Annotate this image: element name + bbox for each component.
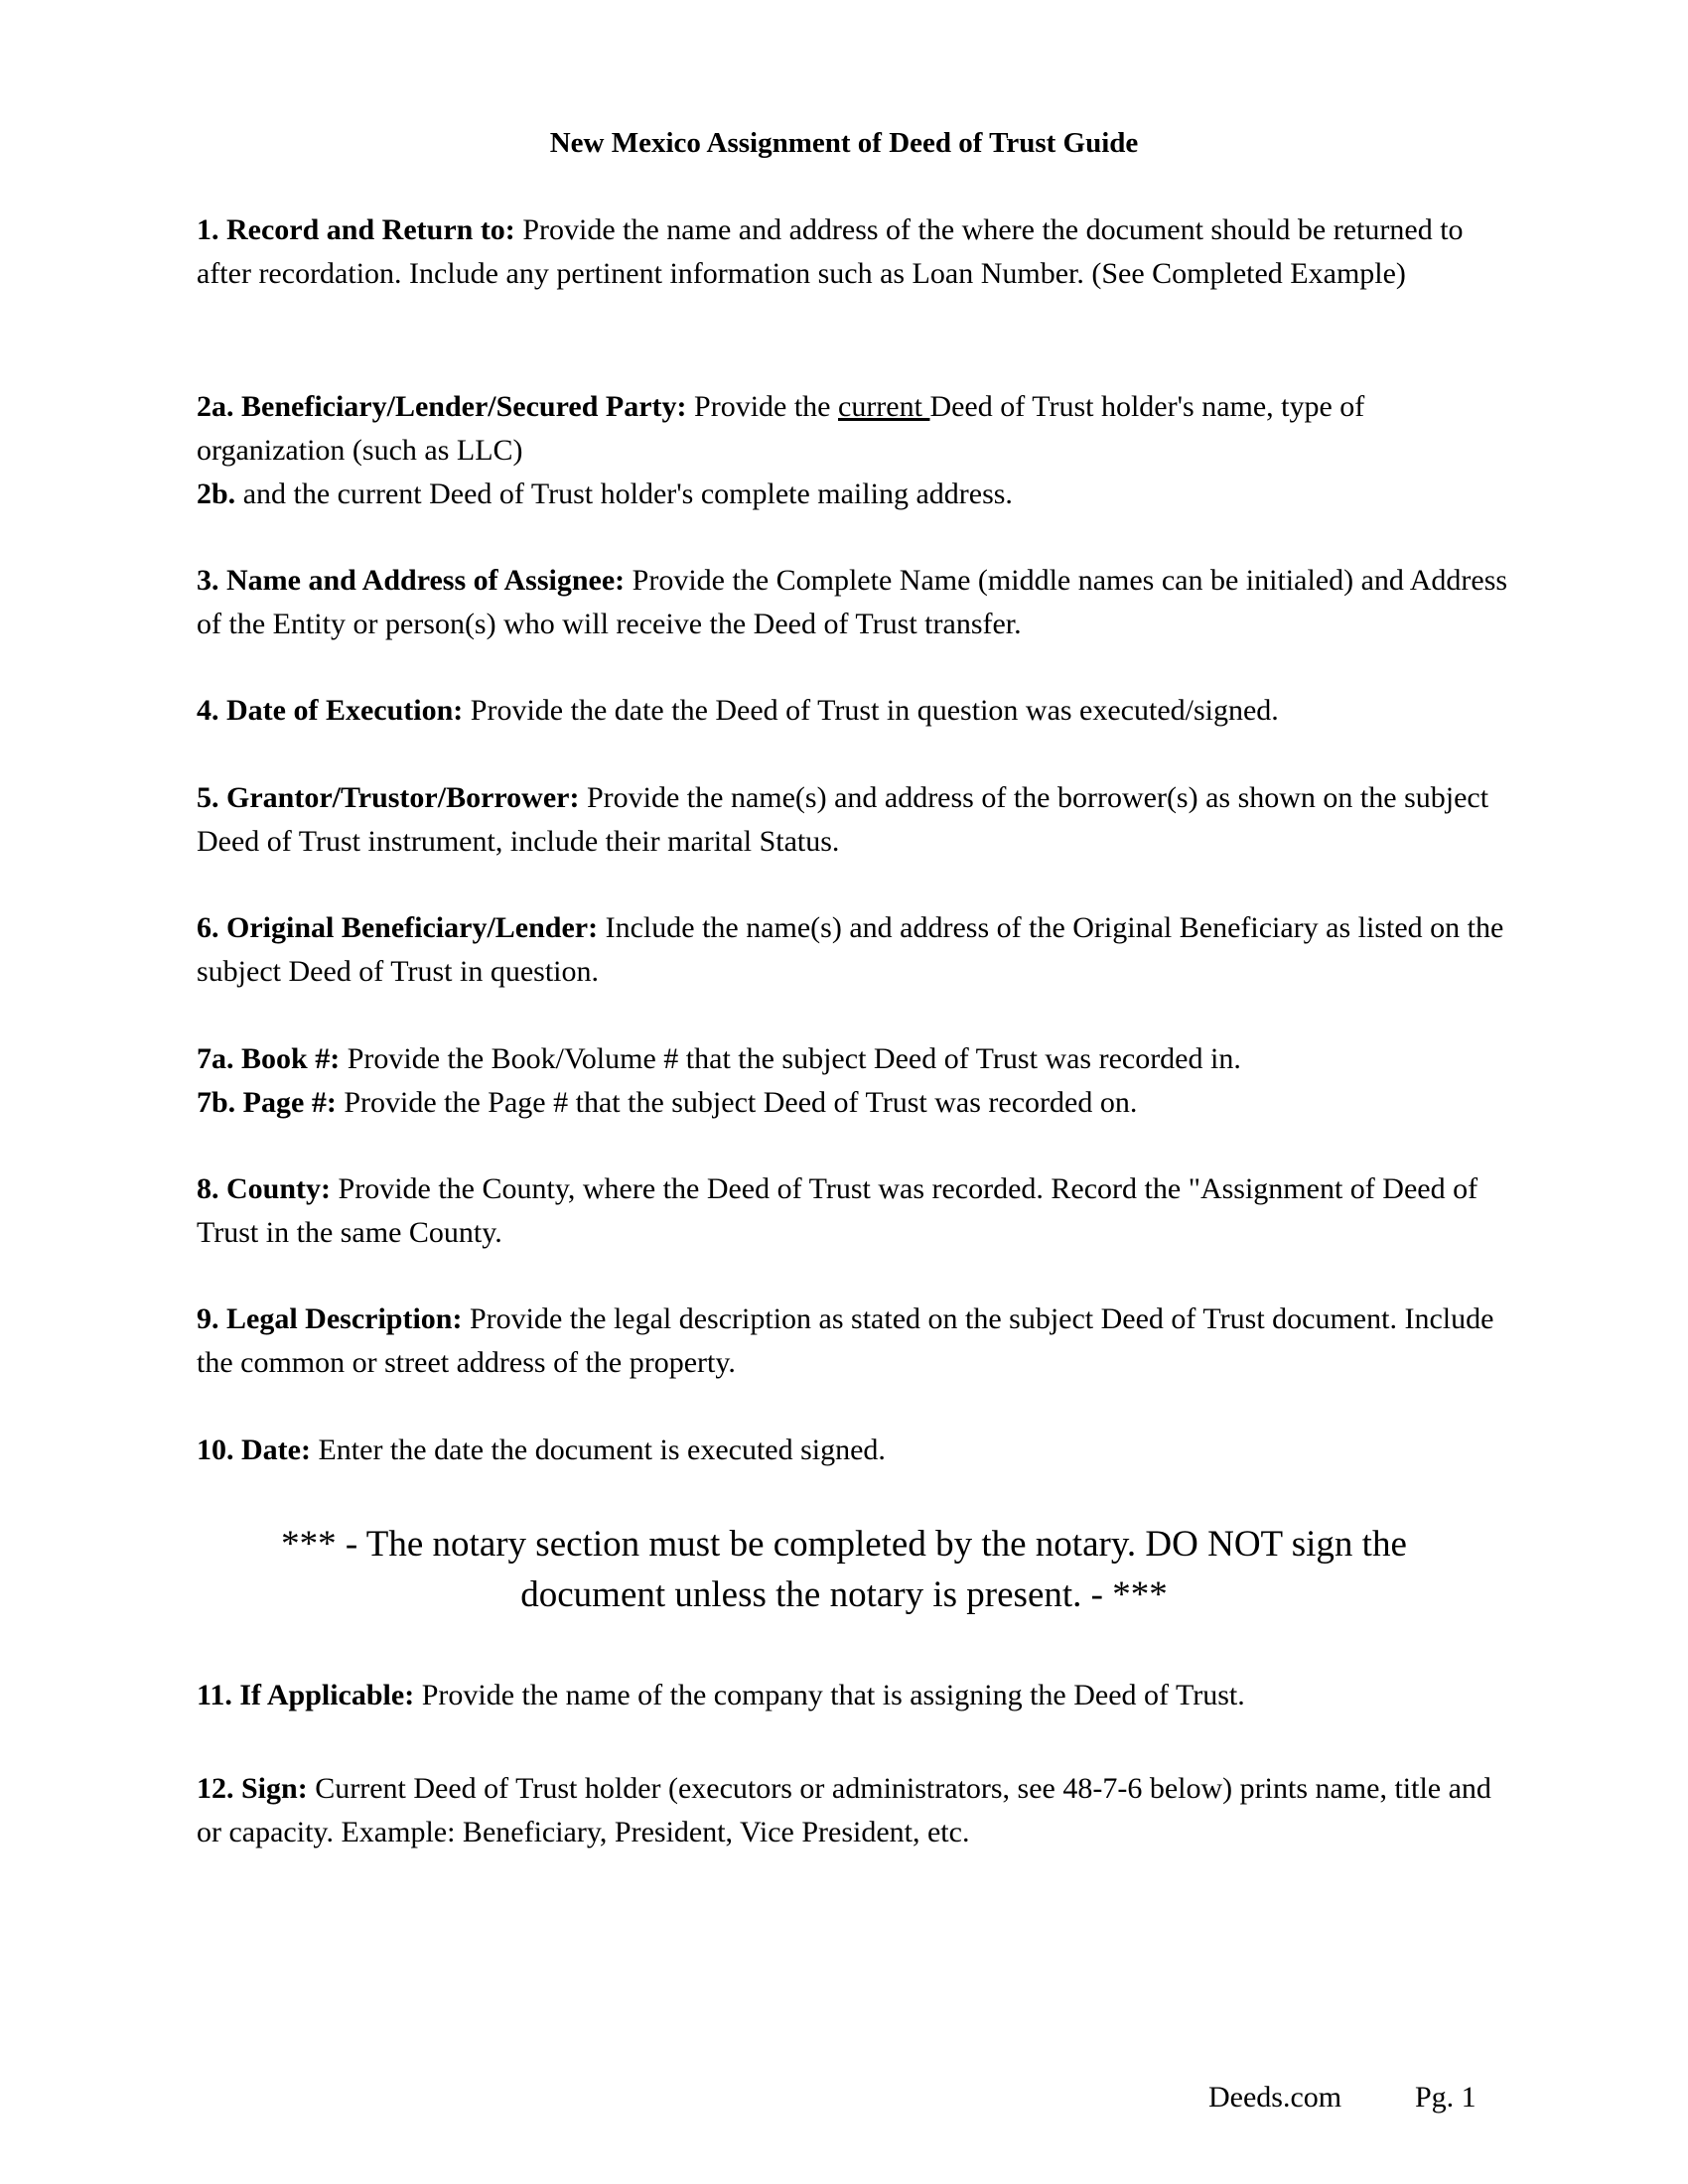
notary-notice <box>0 1519 1688 1620</box>
section-sign <box>197 1767 1517 1854</box>
section-text: and the current Deed of Trust holder's complete mailing address. <box>235 478 1013 510</box>
underlined-emphasis: current <box>838 390 930 423</box>
section-label: 5. Grantor/Trustor/Borrower: <box>197 781 580 814</box>
section-label: 12. Sign: <box>197 1772 308 1805</box>
section-paragraph <box>197 1297 1517 1385</box>
section-text: Current Deed of Trust holder (executors or administrators, see 48-7-6 below) prints name, title and or capacity. Example: Beneficiary, President, Vice President, etc. <box>197 1772 1491 1848</box>
section-text: Provide the Book/Volume # that the subject Deed of Trust was recorded in. <box>340 1042 1241 1075</box>
section-paragraph <box>197 1674 1517 1717</box>
section-text: Deed of Trust holder's name, type of organization (such as LLC) <box>197 390 1365 467</box>
section-paragraph <box>197 776 1517 864</box>
section-paragraph <box>197 906 1517 994</box>
section-label: 3. Name and Address of Assignee: <box>197 564 626 597</box>
section-text: Provide the date the Deed of Trust in question was executed/signed. <box>463 694 1279 727</box>
section-date-of-execution <box>197 689 1517 733</box>
section-label: 6. Original Beneficiary/Lender: <box>197 911 599 944</box>
section-assignee <box>197 559 1517 646</box>
section-text: Provide the Page # that the subject Deed of Trust was recorded on. <box>336 1086 1138 1119</box>
section-label: 9. Legal Description: <box>197 1302 463 1335</box>
section-beneficiary <box>197 385 1517 516</box>
section-label: 8. County: <box>197 1172 332 1205</box>
section-text: Provide the County, where the Deed of Trust was recorded. Record the "Assignment of Deed of Trust in the same County. <box>197 1172 1478 1249</box>
section-label: 7b. Page #: <box>197 1086 337 1119</box>
section-label: 7a. Book #: <box>197 1042 341 1075</box>
footer-site-name: Deeds.com <box>1208 2081 1342 2114</box>
section-text: Provide the Complete Name (middle names can be initialed) and Address of the Entity or person(s) who will receive the Deed of Trust transfer. <box>197 564 1508 640</box>
section-paragraph <box>197 1767 1517 1854</box>
section-text: Provide the name of the company that is assigning the Deed of Trust. <box>414 1679 1245 1711</box>
section-label: 11. If Applicable: <box>197 1679 415 1711</box>
section-paragraph <box>197 689 1517 733</box>
section-label: 4. Date of Execution: <box>197 694 464 727</box>
section-paragraph <box>197 1081 1517 1125</box>
section-text: Provide the name(s) and address of the borrower(s) as shown on the subject Deed of Trust instrument, include their marital Status. <box>197 781 1489 858</box>
section-text: Enter the date the document is executed signed. <box>310 1433 886 1466</box>
section-text: Include the name(s) and address of the Original Beneficiary as listed on the subject Deed of Trust in question. <box>197 911 1504 988</box>
section-text: Provide the name and address of the where the document should be returned to after recordation. Include any pertinent information such as Loan Number. (See Completed Example) <box>197 213 1464 290</box>
footer-page-number: Pg. 1 <box>1415 2081 1477 2114</box>
section-record-and-return <box>197 208 1517 296</box>
section-text: Provide the <box>686 390 838 423</box>
notary-notice-line: document unless the notary is present. - *** <box>520 1574 1168 1615</box>
section-paragraph <box>197 1167 1517 1255</box>
section-text: Provide the legal description as stated on the subject Deed of Trust document. Include the common or street address of the property. <box>197 1302 1494 1379</box>
section-paragraph <box>197 473 1517 516</box>
section-if-applicable <box>197 1674 1517 1717</box>
section-paragraph <box>197 385 1517 473</box>
section-paragraph <box>197 1037 1517 1081</box>
section-label: 1. Record and Return to: <box>197 213 515 246</box>
section-book-page <box>197 1037 1517 1125</box>
section-date <box>197 1429 1517 1472</box>
section-grantor <box>197 776 1517 864</box>
section-label: 10. Date: <box>197 1433 311 1466</box>
document-title: New Mexico Assignment of Deed of Trust Guide <box>549 127 1139 159</box>
notary-notice-line: *** - The notary section must be completed by the notary. DO NOT sign the <box>281 1524 1407 1565</box>
section-original-beneficiary <box>197 906 1517 994</box>
section-label: 2b. <box>197 478 236 510</box>
section-county <box>197 1167 1517 1255</box>
section-legal-description <box>197 1297 1517 1385</box>
section-paragraph <box>197 559 1517 646</box>
section-paragraph <box>197 208 1517 296</box>
section-label: 2a. Beneficiary/Lender/Secured Party: <box>197 390 687 423</box>
section-paragraph <box>197 1429 1517 1472</box>
